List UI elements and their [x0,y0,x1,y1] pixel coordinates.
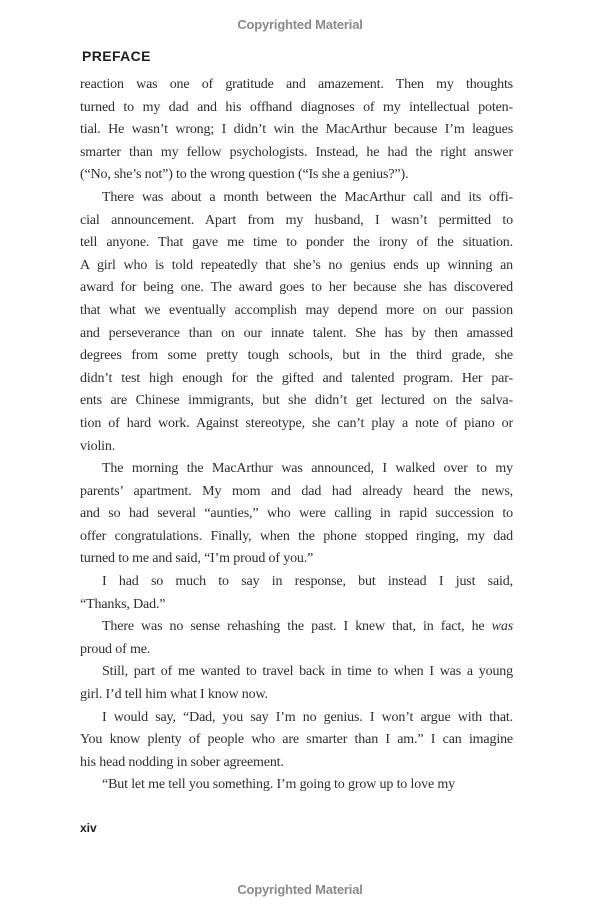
body-line: girl. I’d tell him what I know now. [80,687,268,703]
body-line: smarter than my fellow psychologists. Instead, he had the right answer [80,144,513,160]
body-line: proud of me. [80,641,151,657]
body-line: “But let me tell you something. I’m going to grow up to love my [102,777,455,793]
body-line: A girl who is told repeatedly that she’s no genius ends up winning an [80,257,513,273]
body-line: turned to me and said, “I’m proud of you.” [80,551,314,567]
body-line: and perseverance than on our innate talent. She has by then amassed [80,325,513,341]
body-line: There was about a month between the MacArthur call and its offi- [102,189,513,205]
body-text [80,74,513,797]
body-line: The morning the MacArthur was announced, I walked over to my [102,461,513,477]
body-line: I would say, “Dad, you say I’m no genius. I won’t argue with that. [102,709,513,725]
body-line: You know plenty of people who are smarter than I am.” I can imagine [80,732,513,748]
body-line: “Thanks, Dad.” [80,596,166,612]
body-line: reaction was one of gratitude and amazement. Then my thoughts [80,77,513,92]
body-line: I had so much to say in response, but instead I just said, [102,574,513,590]
body-line: tell anyone. That gave me time to ponder the irony of the situation. [80,235,513,251]
body-line: Still, part of me wanted to travel back in time to when I was a young [102,664,513,680]
body-line: ents are Chinese immigrants, but she didn’t get lectured on the salva- [80,393,513,409]
body-line: award for being one. The award goes to her because she has discovered [80,280,513,296]
body-line: tial. He wasn’t wrong; I didn’t win the MacArthur because I’m leagues [80,122,513,138]
body-line: offer congratulations. Finally, when the phone stopped ringing, my dad [80,528,513,544]
body-line: parents’ apartment. My mom and dad had already heard the news, [80,483,513,499]
body-line: didn’t test high enough for the gifted and talented program. Her par- [80,370,513,386]
body-line: turned to my dad and his offhand diagnoses of my intellectual poten- [80,99,513,115]
body-line: tion of hard work. Against stereotype, she can’t play a note of piano or [80,415,513,431]
body-line: that what we eventually accomplish may depend more on our passion [80,302,513,318]
body-line: cial announcement. Apart from my husband, I wasn’t permitted to [80,212,513,228]
body-line: and so had several “aunties,” who were calling in rapid succession to [80,506,513,522]
page-number: xiv [80,821,97,835]
body-line: violin. [80,438,116,454]
preface-heading: PREFACE [82,48,151,64]
body-line: degrees from some pretty tough schools, but in the third grade, she [80,348,513,364]
body-line: There was no sense rehashing the past. I knew that, in fact, he was [102,619,513,635]
body-line: his head nodding in sober agreement. [80,754,284,770]
top-copyright-notice: Copyrighted Material [237,17,363,32]
body-line: (“No, she’s not”) to the wrong question (“Is she a genius?”). [80,167,409,183]
bottom-copyright-notice: Copyrighted Material [237,882,363,897]
